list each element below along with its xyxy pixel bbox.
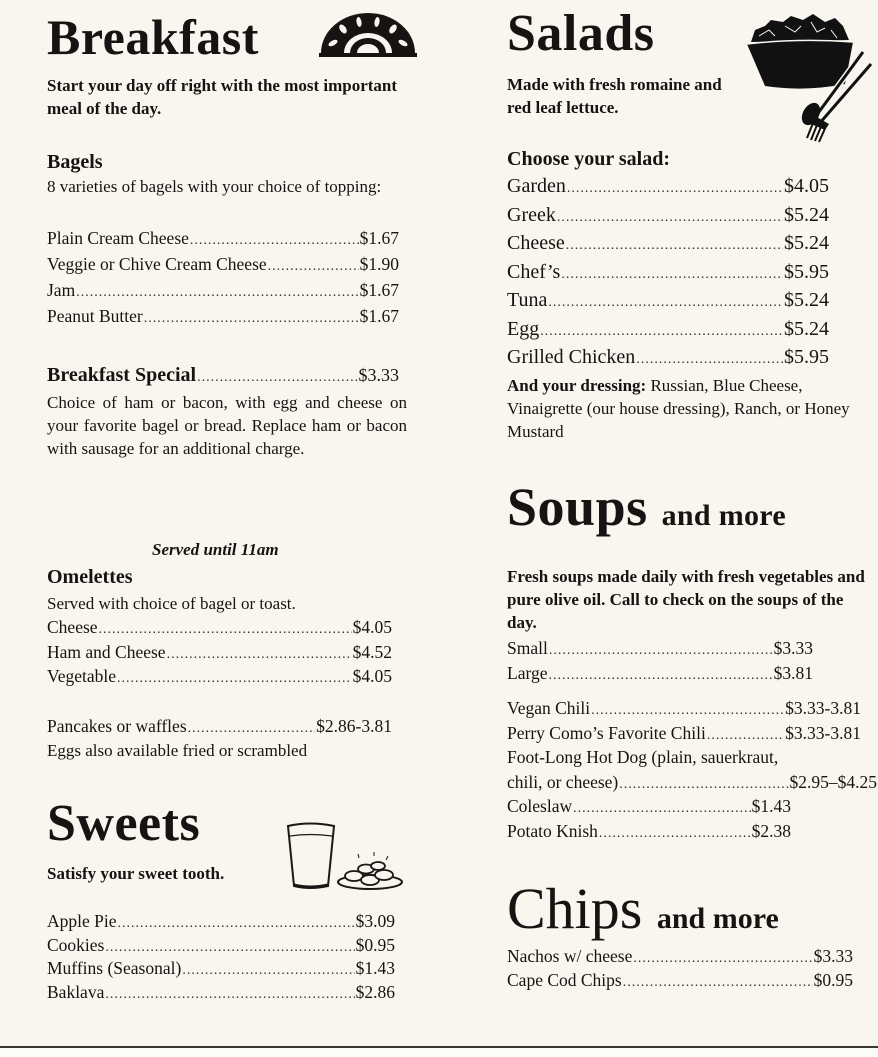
menu-item: Grilled Chicken ..... $5.95 xyxy=(507,343,829,372)
menu-item: Cookies ..... $0.95 xyxy=(47,934,395,958)
menu-item: Coleslaw ..... $1.43 xyxy=(507,794,791,819)
omelettes-heading: Omelettes xyxy=(47,566,133,588)
menu-item: Tuna ..... $5.24 xyxy=(507,286,829,315)
soup-sizes-list xyxy=(507,636,813,685)
page-edge xyxy=(0,1048,878,1057)
dressing-options xyxy=(507,374,875,443)
bagels-description: 8 varieties of bagels with your choice of topping: xyxy=(47,177,382,196)
menu-item: Peanut Butter ..... $1.67 xyxy=(47,303,399,329)
menu-item: Ham and Cheese ..... $4.52 xyxy=(47,640,392,665)
bagels-heading: Bagels xyxy=(47,151,103,173)
soups-intro: Fresh soups made daily with fresh vegetables and pure olive oil. Call to check on the soups of the day. xyxy=(507,567,865,632)
salads-list xyxy=(507,172,829,372)
menu-item: Large ..... $3.81 xyxy=(507,661,813,686)
menu-item: Vegetable ..... $4.05 xyxy=(47,664,392,689)
sweets-title: Sweets xyxy=(47,795,201,852)
pancakes-row: Pancakes or waffles ..... $2.86-3.81 xyxy=(47,713,392,739)
chips-title: Chips and more xyxy=(507,876,779,941)
menu-item: Baklava ..... $2.86 xyxy=(47,981,395,1005)
salads-intro: Made with fresh romaine and red leaf lettuce. xyxy=(507,75,722,117)
omelettes-description: Served with choice of bagel or toast. xyxy=(47,594,296,613)
menu-item: Chef’s ..... $5.95 xyxy=(507,258,829,287)
soups-title-suffix: and more xyxy=(661,499,786,532)
menu-item: Cheese ..... $4.05 xyxy=(47,615,392,640)
menu-item: Potato Knish ..... $2.38 xyxy=(507,819,791,844)
menu-item: Egg ..... $5.24 xyxy=(507,315,829,344)
sweets-list xyxy=(47,910,395,1004)
menu-item: Small ..... $3.33 xyxy=(507,636,813,661)
menu-item: Vegan Chili ..... $3.33-3.81 xyxy=(507,696,861,721)
breakfast-special-heading: Breakfast Special xyxy=(47,364,197,386)
salad-bowl-icon xyxy=(745,12,877,144)
omelettes-list xyxy=(47,615,392,689)
menu-item: Veggie or Chive Cream Cheese ..... $1.90 xyxy=(47,251,399,277)
sunrise-icon xyxy=(319,13,417,57)
menu-item: Greek ..... $5.24 xyxy=(507,201,829,230)
choose-salad-label: Choose your salad: xyxy=(507,148,670,170)
breakfast-special-row: Breakfast Special ..... $3.33 xyxy=(47,362,399,388)
bagels-list xyxy=(47,225,399,329)
menu-item: Perry Como’s Favorite Chili ..... $3.33-3.81 xyxy=(507,721,861,746)
eggs-note: Eggs also available fried or scrambled xyxy=(47,741,308,760)
breakfast-title: Breakfast xyxy=(47,9,259,65)
served-until-note: Served until 11am xyxy=(152,540,279,559)
soups-title: Soups and more xyxy=(507,477,786,537)
menu-item: Cheese ..... $5.24 xyxy=(507,229,829,258)
hotdog-item: Foot-Long Hot Dog (plain, sauerkraut, chili, or cheese) ..... $2.95–$4.25 xyxy=(507,745,877,794)
breakfast-intro: Start your day off right with the most important meal of the day. xyxy=(47,76,398,118)
salads-title: Salads xyxy=(507,5,655,62)
dressing-text: Russian, Blue Cheese, Vinaigrette (our house dressing), Ranch, or Honey Mustard xyxy=(507,376,850,441)
menu-item: Jam ..... $1.67 xyxy=(47,277,399,303)
sides-list xyxy=(507,794,791,843)
chips-title-suffix: and more xyxy=(656,902,779,935)
menu-item: Plain Cream Cheese ..... $1.67 xyxy=(47,225,399,251)
menu-item: Nachos w/ cheese ..... $3.33 xyxy=(507,944,853,968)
menu-item: Cape Cod Chips ..... $0.95 xyxy=(507,968,853,992)
menu-item: Garden ..... $4.05 xyxy=(507,172,829,201)
sweets-intro: Satisfy your sweet tooth. xyxy=(47,864,225,883)
menu-item: Muffins (Seasonal) ..... $1.43 xyxy=(47,957,395,981)
chips-list xyxy=(507,944,853,992)
dressing-label: And your dressing: xyxy=(507,376,647,395)
chili-list xyxy=(507,696,861,745)
milk-and-cookies-icon xyxy=(282,820,404,892)
menu-item: Apple Pie ..... $3.09 xyxy=(47,910,395,934)
breakfast-special-description: Choice of ham or bacon, with egg and cheese on your favorite bagel or bread. Replace ham or bacon with sausage for an additional charge. xyxy=(47,393,407,458)
